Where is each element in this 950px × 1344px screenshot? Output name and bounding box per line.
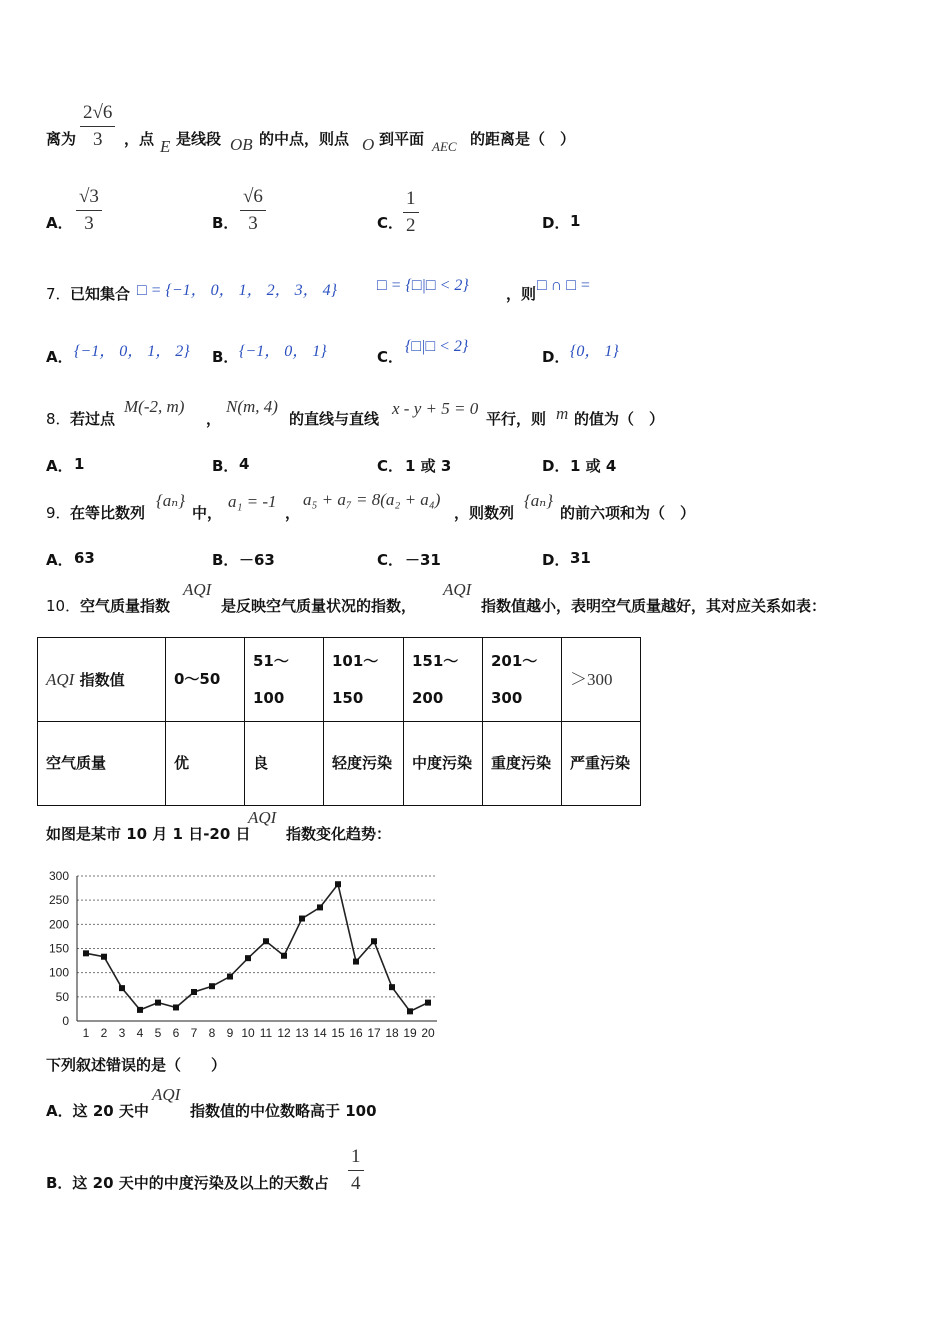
q10-text-3: 指数值越小，表明空气质量越好，其对应关系如表：	[481, 597, 827, 615]
q9-text-3: 的前六项和为（ ）	[560, 504, 696, 522]
q9-option-b-value: －63	[239, 551, 275, 569]
x-tick-label: 8	[208, 1026, 216, 1040]
q7-option-a-value: {−1， 0， 1， 2}	[74, 343, 190, 360]
data-point	[137, 1007, 143, 1013]
frac-numerator: √6	[243, 186, 263, 207]
data-point	[119, 985, 125, 991]
data-point	[155, 1000, 161, 1006]
data-point	[83, 950, 89, 956]
q8-option-d-label: D．	[542, 457, 570, 475]
aqi-table	[37, 637, 641, 806]
frac-numerator: 1	[406, 188, 416, 209]
q6-segment: OB	[230, 135, 253, 154]
q6-option-c-label: C．	[377, 214, 404, 232]
q8-option-b-label: B．	[212, 457, 239, 475]
y-tick-label: 0	[62, 1014, 69, 1028]
q9-option-c-label: C．	[377, 551, 404, 569]
frac-denominator: 3	[248, 213, 258, 234]
q8-text-1: 的直线与直线	[289, 410, 380, 428]
data-point	[209, 983, 215, 989]
chart-intro-a: 如图是某市 10 月 1 日-20 日	[46, 825, 251, 843]
q8-var-m: m	[556, 404, 569, 423]
table-cell: 良	[245, 722, 324, 806]
q9-sequence: {aₙ}	[156, 491, 185, 510]
q8-option-b-value: 4	[239, 455, 250, 473]
q8-text-3: 的值为（ ）	[574, 410, 665, 428]
chart-intro-b: 指数变化趋势：	[286, 825, 392, 843]
q6-text-1: ，点	[124, 130, 155, 148]
q6-distance-fraction	[80, 102, 115, 151]
table-cell: 空气质量	[38, 722, 166, 806]
q6-option-a-fraction	[76, 186, 102, 235]
data-point	[389, 984, 395, 990]
x-tick-label: 6	[172, 1026, 180, 1040]
data-point	[407, 1008, 413, 1014]
q9-condition-1: a₁ = -1	[228, 492, 277, 511]
q9-option-b-label: B．	[212, 551, 239, 569]
q9-comma: ，	[285, 504, 301, 522]
x-tick-label: 14	[313, 1026, 327, 1040]
q6-plane: AEC	[432, 139, 457, 154]
table-row	[38, 722, 641, 806]
q10-option-b-fraction	[348, 1146, 364, 1195]
data-point	[263, 938, 269, 944]
frac-denominator: 2	[406, 215, 416, 236]
data-point	[227, 974, 233, 980]
data-point	[191, 989, 197, 995]
q10-option-b-text: B．这 20 天中的中度污染及以上的天数占	[46, 1174, 329, 1192]
x-tick-label: 2	[100, 1026, 108, 1040]
frac-numerator: √3	[79, 186, 99, 207]
x-tick-label: 10	[241, 1026, 255, 1040]
q7-option-b-value: {−1， 0， 1}	[239, 343, 327, 360]
q6-text-4: 到平面	[379, 130, 425, 148]
x-tick-label: 7	[190, 1026, 198, 1040]
frac-denominator: 3	[92, 129, 103, 150]
frac-denominator: 3	[84, 213, 94, 234]
q10-option-a-aqi: AQI	[152, 1085, 181, 1104]
q10-aqi-1: AQI	[183, 580, 212, 599]
q6-option-d-label: D．	[542, 214, 570, 232]
table-header-cell: 151～200	[404, 638, 483, 722]
q8-option-c-label: C．	[377, 457, 404, 475]
q8-point-n: N(m, 4)	[226, 397, 278, 416]
x-tick-label: 11	[259, 1026, 273, 1040]
table-row	[38, 638, 641, 722]
data-point	[101, 954, 107, 960]
table-cell: 重度污染	[483, 722, 562, 806]
data-point	[353, 959, 359, 965]
data-point	[245, 955, 251, 961]
q7-option-c-label: C．	[377, 348, 404, 366]
data-point	[299, 916, 305, 922]
q7-option-a-label: A．	[46, 348, 73, 366]
y-tick-label: 200	[48, 917, 69, 932]
data-point	[281, 953, 287, 959]
x-tick-label: 20	[421, 1026, 435, 1040]
table-header-cell: 101～150	[324, 638, 404, 722]
q10-option-a-text-2: 指数值的中位数略高于 100	[190, 1102, 377, 1120]
x-tick-label: 5	[154, 1026, 162, 1040]
q6-point-e: E	[160, 137, 171, 156]
header-suffix: 指数值	[79, 670, 125, 689]
x-tick-label: 3	[118, 1026, 126, 1040]
x-tick-label: 12	[277, 1026, 291, 1040]
q8-number: 8．	[46, 410, 71, 428]
q6-text-3: 的中点，则点	[259, 130, 350, 148]
aqi-series-line	[86, 884, 428, 1011]
q6-option-a-label: A．	[46, 214, 73, 232]
q9-sequence-2: {aₙ}	[524, 491, 553, 510]
q7-expression: □ ∩ □ =	[537, 277, 591, 294]
q8-option-c-value: 1 或 3	[405, 457, 452, 475]
data-point	[173, 1004, 179, 1010]
table-header-cell: 0～50	[166, 638, 245, 722]
table-cell: 中度污染	[404, 722, 483, 806]
data-point	[335, 881, 341, 887]
x-tick-label: 16	[349, 1026, 363, 1040]
q6-text-2: 是线段	[176, 130, 222, 148]
frac-numerator: 1	[351, 1146, 361, 1167]
data-point	[425, 1000, 431, 1006]
q9-condition-2: a₅ + a₇ = 8(a₂ + a₄)	[303, 490, 441, 509]
q6-option-b-fraction	[240, 186, 266, 235]
q8-option-d-value: 1 或 4	[570, 457, 617, 475]
q8-stem: 若过点	[70, 410, 116, 428]
q7-then: ，则	[506, 285, 537, 303]
q8-text-2: 平行，则	[486, 410, 547, 428]
q10-number: 10．	[46, 597, 81, 615]
q8-option-a-label: A．	[46, 457, 73, 475]
aqi-line-chart	[40, 864, 445, 1044]
x-tick-label: 1	[82, 1026, 90, 1040]
q7-number: 7．	[46, 285, 71, 303]
y-tick-label: 100	[48, 965, 69, 980]
table-header-cell	[38, 638, 166, 722]
data-point	[371, 938, 377, 944]
q9-option-a-label: A．	[46, 551, 73, 569]
q8-comma: ，	[206, 410, 222, 428]
q7-set-a: □ = {−1， 0， 1， 2， 3， 4}	[137, 282, 338, 299]
y-tick-label: 250	[48, 893, 69, 908]
table-cell: 优	[166, 722, 245, 806]
q8-point-m: M(-2, m)	[124, 397, 185, 416]
q6-point-o: O	[362, 135, 375, 154]
x-tick-label: 13	[295, 1026, 309, 1040]
q8-option-a-value: 1	[74, 455, 85, 473]
q9-option-a-value: 63	[74, 549, 95, 567]
q9-text-2: ，则数列	[454, 504, 515, 522]
frac-denominator: 4	[351, 1173, 361, 1194]
q9-stem: 在等比数列	[70, 504, 146, 522]
x-tick-label: 19	[403, 1026, 417, 1040]
y-tick-label: 150	[48, 941, 69, 956]
q7-set-b: □ = {□|□ < 2}	[377, 277, 469, 294]
q6-option-d-value: 1	[570, 212, 581, 230]
q8-line: x - y + 5 = 0	[392, 399, 479, 418]
table-header-cell: ＞300	[562, 638, 641, 722]
data-point	[317, 904, 323, 910]
chart-intro-aqi: AQI	[248, 808, 277, 827]
q7-option-d-label: D．	[542, 348, 570, 366]
frac-numerator: 2√6	[83, 102, 113, 123]
x-tick-label: 17	[367, 1026, 381, 1040]
x-tick-label: 9	[226, 1026, 234, 1040]
q7-option-b-label: B．	[212, 348, 239, 366]
q9-number: 9．	[46, 504, 71, 522]
y-tick-label: 50	[55, 989, 69, 1004]
q10-prompt: 下列叙述错误的是（ ）	[46, 1056, 227, 1074]
table-header-cell: 51～100	[245, 638, 324, 722]
aqi-label: AQI	[46, 669, 75, 689]
table-cell: 轻度污染	[324, 722, 404, 806]
q6-option-b-label: B．	[212, 214, 239, 232]
q6-option-c-fraction	[403, 188, 419, 237]
q9-option-d-label: D．	[542, 551, 570, 569]
q9-option-d-value: 31	[570, 549, 591, 567]
x-tick-label: 4	[136, 1026, 144, 1040]
q9-text-1: 中，	[192, 504, 223, 522]
q9-option-c-value: －31	[405, 551, 441, 569]
q7-option-c-value: {□|□ < 2}	[405, 338, 469, 355]
q7-stem: 已知集合	[70, 285, 131, 303]
table-header-cell: 201～300	[483, 638, 562, 722]
table-cell: 严重污染	[562, 722, 641, 806]
q10-aqi-2: AQI	[443, 580, 472, 599]
q6-text-5: 的距离是（ ）	[470, 130, 576, 148]
q10-text-1: 空气质量指数	[80, 597, 171, 615]
q10-text-2: 是反映空气质量状况的指数，	[221, 597, 417, 615]
y-tick-label: 300	[48, 869, 69, 883]
x-tick-label: 15	[331, 1026, 345, 1040]
q10-option-a-text-1: A．这 20 天中	[46, 1102, 149, 1120]
q7-option-d-value: {0， 1}	[570, 343, 619, 360]
x-tick-label: 18	[385, 1026, 399, 1040]
q6-prefix: 离为	[46, 130, 77, 148]
